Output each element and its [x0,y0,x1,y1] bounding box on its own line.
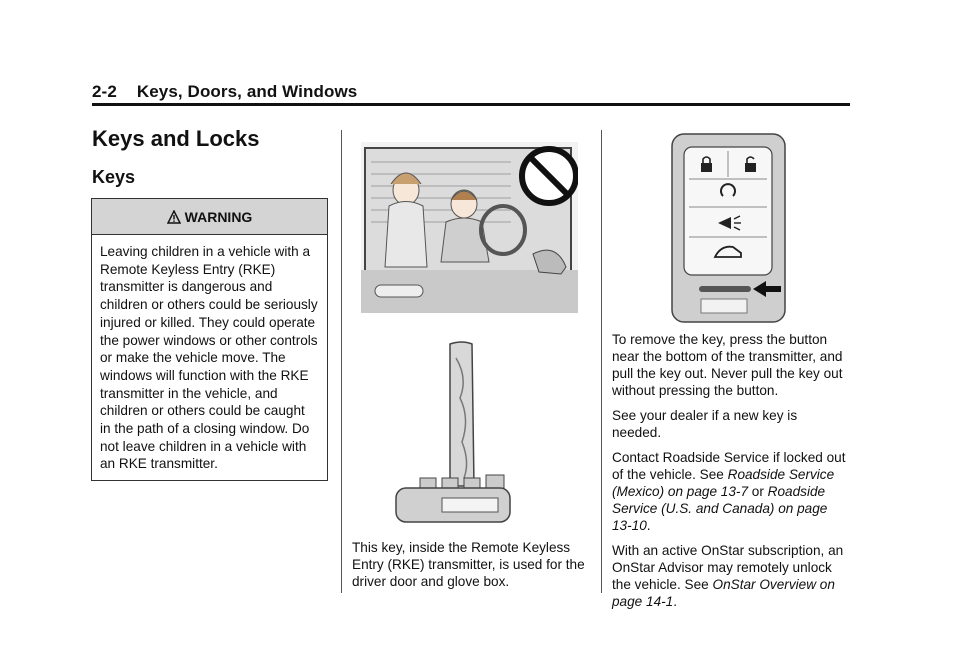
warning-text: Leaving children in a vehicle with a Remote Keyless Entry (RKE) transmitter is dangerous and children or others could be seriously injured or killed. They could operate the power windows or other controls or make the vehicle move. The windows will function with the RKE transmitter in the vehicle, and children or others could be caught in the path of a closing window. Do not leave children in a vehicle with an RKE transmitter. [100,244,318,472]
header-rule [92,103,850,106]
roadside-mexico-link[interactable]: Roadside Service (Mexico) on page 13-7 [612,467,835,499]
prohibition-icon [522,149,576,203]
warning-header [92,199,327,235]
dealer-paragraph: See your dealer if a new key is needed. [612,408,798,440]
roadside-us-canada-link[interactable]: Roadside Service (U.S. and Canada) on page 13-10 [612,484,828,533]
caption-paragraph: This key, inside the Remote Keyless Entry (RKE) transmitter, is used for the driver door and glove box. [352,540,585,589]
chapter-title: Keys, Doors, and Windows [136,82,358,101]
onstar-paragraph: With an active OnStar subscription, an OnStar Advisor may remotely unlock the vehicle. See OnStar Overview on page 14-1. [612,543,844,609]
key-caption [352,539,597,598]
page-header [92,82,357,102]
column-divider-left [341,130,342,593]
rke-key-illustration [394,338,512,524]
section-title: Keys and Locks [92,126,260,151]
remove-key-paragraph: To remove the key, press the button near the bottom of the transmitter, and pull the key out. Never pull the key out without pressing the button. [612,332,843,398]
onstar-overview-link[interactable]: OnStar Overview on page 14-1 [612,577,835,609]
page-number: 2-2 [92,82,117,101]
warning-triangle-icon [167,210,181,224]
warning-box [91,198,328,481]
warning-label: WARNING [184,208,253,225]
right-column-text [612,331,850,618]
subsection-title: Keys [92,167,136,187]
column-divider-right [601,130,602,593]
roadside-paragraph: Contact Roadside Service if locked out of the vehicle. See Roadside Service (Mexico) on page 13-7 or Roadside Service (U.S. and Canada) on page 13-10. [612,450,846,533]
children-in-car-illustration [361,142,578,313]
rke-transmitter-illustration [671,133,786,323]
